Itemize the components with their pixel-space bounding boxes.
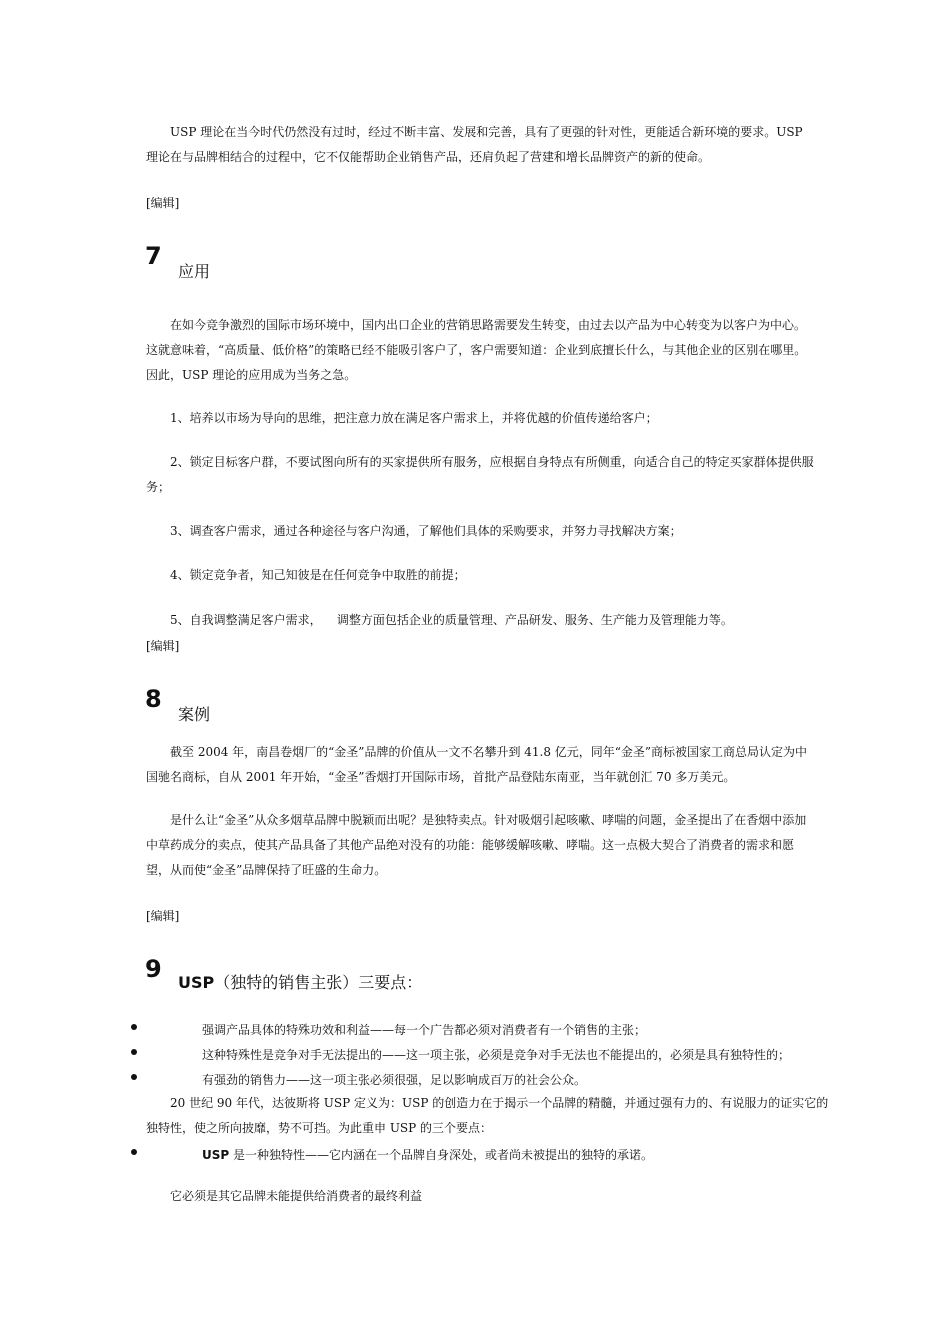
bullet-item: 有强劲的销售力——这一项主张必须很强，足以影响成百万的社会公众。 xyxy=(202,1073,587,1087)
section-title-bold: USP xyxy=(178,973,215,992)
bullet-item: 强调产品具体的特殊功效和利益——每一个广告都必须对消费者有一个销售的主张； xyxy=(202,1023,647,1037)
section-paragraph-line: 独特性，使之所向披靡，势不可挡。为此重申 USP 的三个要点： xyxy=(146,1121,493,1135)
bullet-item: 这种特殊性是竞争对手无法提出的——这一项主张，必须是竞争对手无法也不能提出的，必须是具有独特性的； xyxy=(202,1048,791,1062)
bullet-icon xyxy=(131,1045,137,1057)
section-paragraph: 是什么让“金圣”从众多烟草品牌中脱颖而出呢？是独特卖点。针对吸烟引起咳嗽、哮喘的问题，金圣提出了在香烟中添加中草药成分的卖点，使其产品具备了其他产品绝对没有的功能：能够缓解咳嗽、哮喘。这一点极大契合了消费者的需求和愿望，从而使“金圣”品牌保持了旺盛的生命力。 xyxy=(146,813,807,877)
list-item: 4、锁定竞争者，知己知彼是在任何竞争中取胜的前提； xyxy=(170,568,466,582)
edit-link[interactable]: [编辑] xyxy=(146,196,180,210)
section-paragraph: 在如今竞争激烈的国际市场环境中，国内出口企业的营销思路需要发生转变，由过去以产品为中心转变为以客户为中心。这就意味着，“高质量、低价格”的策略已经不能吸引客户了，客户需要知道：企业到底擅长什么，与其他企业的区别在哪里。因此，USP 理论的应用成为当务之急。 xyxy=(146,318,807,382)
list-item: 1、培养以市场为导向的思维，把注意力放在满足客户需求上，并将优越的价值传递给客户； xyxy=(170,411,658,425)
edit-link[interactable]: [编辑] xyxy=(146,909,180,923)
section-paragraph: 截至 2004 年，南昌卷烟厂的“金圣”品牌的价值从一文不名攀升到 41.8 亿元，同年“金圣”商标被国家工商总局认定为中国驰名商标，自从 2001 年开始，“金圣”香烟打开国际市场，首批产品登陆东南亚，当年就创汇 70 多万美元。 xyxy=(146,745,808,784)
bullet-item-bold: USP xyxy=(202,1148,230,1162)
section-number: 9 xyxy=(145,955,162,983)
closing-line: 它必须是其它品牌未能提供给消费者的最终利益 xyxy=(170,1189,423,1203)
section-title: 案例 xyxy=(178,705,211,724)
edit-link[interactable]: [编辑] xyxy=(146,639,180,653)
section-number: 8 xyxy=(145,685,162,713)
section-title xyxy=(178,970,422,993)
intro-paragraph: USP 理论在当今时代仍然没有过时，经过不断丰富、发展和完善，具有了更强的针对性，更能适合新环境的要求。USP 理论在与品牌相结合的过程中，它不仅能帮助企业销售产品，还肩负起了营建和增长品牌资产的新的使命。 xyxy=(146,125,803,164)
section-paragraph-line: 20 世纪 90 年代，达彼斯将 USP 定义为：USP 的创造力在于揭示一个品牌的精髓，并通过强有力的、有说服力的证实它的 xyxy=(170,1096,829,1110)
bullet-icon xyxy=(131,1145,137,1157)
section-title-rest: （独特的销售主张）三要点： xyxy=(214,973,423,992)
list-item: 3、调查客户需求，通过各种途径与客户沟通，了解他们具体的采购要求，并努力寻找解决方案； xyxy=(170,524,682,538)
list-item: 2、锁定目标客户群，不要试图向所有的买家提供所有服务，应根据自身特点有所侧重，向适合自己的特定买家群体提供服务； xyxy=(146,455,814,494)
list-item: 5、自我调整满足客户需求， 调整方面包括企业的质量管理、产品研发、服务、生产能力及管理能力等。 xyxy=(170,613,733,627)
section-number: 7 xyxy=(145,242,162,270)
bullet-item xyxy=(202,1147,653,1163)
bullet-item-rest: 是一种独特性——它内涵在一个品牌自身深处，或者尚未被提出的独特的承诺。 xyxy=(229,1148,654,1162)
section-title: 应用 xyxy=(178,262,211,281)
bullet-icon xyxy=(131,1070,137,1082)
bullet-icon xyxy=(131,1020,137,1032)
